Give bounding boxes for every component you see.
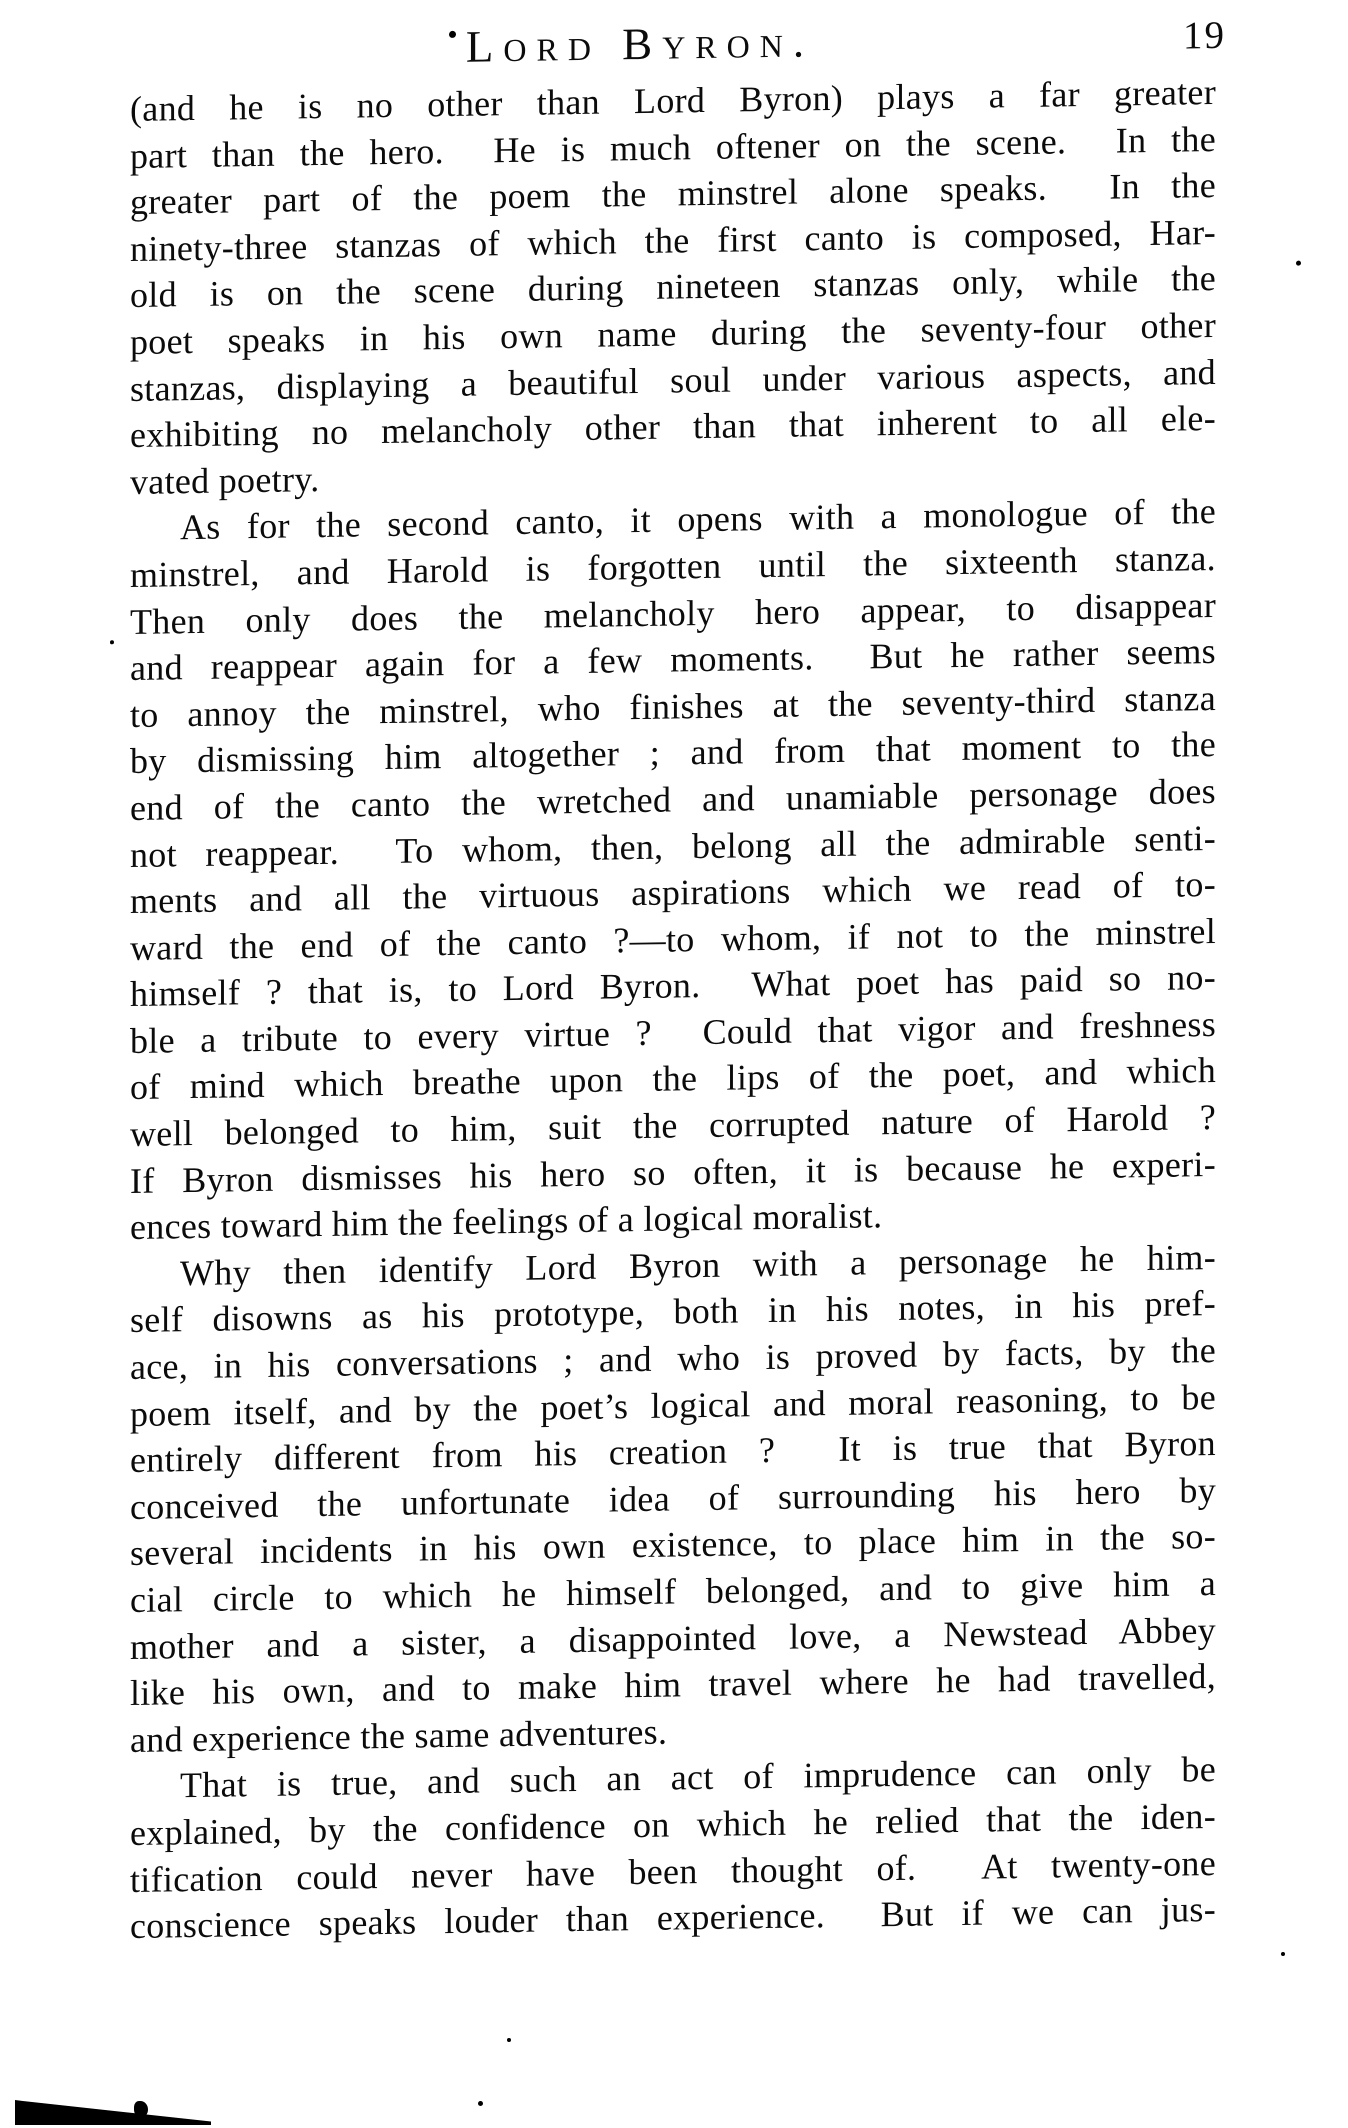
- text-line: himself ? that is, to Lord Byron. What poet has paid so no-: [130, 957, 1216, 1015]
- text-line: to annoy the minstrel, who finishes at the seventy-third stanza: [130, 677, 1216, 735]
- scan-ink-blob: [134, 2101, 148, 2117]
- text-line: ences toward him the feelings of a logical moralist.: [130, 1195, 883, 1248]
- text-line: conscience speaks louder than experience. But if we can jus-: [130, 1889, 1216, 1947]
- text-line: of mind which breathe upon the lips of the poet, and which: [130, 1050, 1216, 1108]
- text-line: ble a tribute to every virtue ? Could that vigor and freshness: [130, 1003, 1216, 1061]
- text-line: well belonged to him, suit the corrupted nature of Harold ?: [130, 1097, 1216, 1155]
- text-line: ace, in his conversations ; and who is proved by facts, by the: [130, 1329, 1216, 1388]
- paragraph: [130, 488, 1216, 1251]
- text-line: As for the second canto, it opens with a monologue of the: [180, 491, 1216, 548]
- scan-speck: [110, 640, 114, 644]
- text-line: mother and a sister, a disappointed love, a Newstead Abbey: [130, 1609, 1216, 1667]
- text-line: several incidents in his own existence, to place him in the so-: [130, 1516, 1216, 1574]
- scan-speck: [1296, 261, 1301, 266]
- text-line: Why then identify Lord Byron with a personage he him-: [180, 1236, 1216, 1294]
- scan-speck: [507, 2038, 511, 2042]
- text-line: (and he is no other than Lord Byron) plays a far greater: [130, 71, 1216, 129]
- text-line: That is true, and such an act of imprudence can only be: [180, 1749, 1216, 1806]
- text-line: cial circle to which he himself belonged, and to give him a: [130, 1562, 1216, 1620]
- text-line: tification could never have been thought of. At twenty-one: [130, 1842, 1216, 1900]
- text-line: ninety-three stanzas of which the first canto is composed, Har-: [130, 211, 1216, 269]
- text-line: part than the hero. He is much oftener on the scene. In the: [130, 118, 1216, 176]
- text-line: like his own, and to make him travel where he had travelled,: [130, 1656, 1216, 1714]
- text-line: stanzas, displaying a beautiful soul under various aspects, and: [130, 351, 1216, 409]
- paragraph: [130, 1746, 1216, 1949]
- text-line: self disowns as his prototype, both in his notes, in his pref-: [130, 1283, 1216, 1341]
- page-body: [130, 69, 1216, 1950]
- paragraph: [130, 69, 1216, 505]
- text-line: poet speaks in his own name during the seventy-four other: [130, 304, 1216, 362]
- text-line: conceived the unfortunate idea of surrounding his hero by: [130, 1469, 1216, 1527]
- text-line: exhibiting no melancholy other than that inherent to all ele-: [130, 398, 1216, 456]
- page-number: 19: [1183, 13, 1226, 58]
- text-line: Then only does the melancholy hero appear, to disappear: [130, 584, 1216, 642]
- text-line: end of the canto the wretched and unamiable personage does: [130, 770, 1216, 828]
- text-line: vated poetry.: [130, 458, 320, 502]
- text-line: minstrel, and Harold is forgotten until the sixteenth stanza.: [130, 537, 1216, 595]
- scan-speck: [1281, 1952, 1285, 1956]
- text-line: entirely different from his creation ? It is true that Byron: [130, 1423, 1216, 1481]
- text-line: If Byron dismisses his hero so often, it is because he experi-: [130, 1143, 1216, 1201]
- text-line: poem itself, and by the poet’s logical and moral reasoning, to be: [130, 1376, 1216, 1434]
- text-line: ward the end of the canto ?—to whom, if not to the minstrel: [130, 910, 1216, 968]
- text-line: by dismissing him altogether ; and from that moment to the: [130, 724, 1216, 782]
- text-line: ments and all the virtuous aspirations which we read of to-: [130, 864, 1216, 922]
- text-line: and experience the same adventures.: [130, 1711, 668, 1760]
- text-line: greater part of the poem the minstrel alone speaks. In the: [130, 165, 1216, 223]
- paragraph: [130, 1234, 1216, 1764]
- text-line: and reappear again for a few moments. But he rather seems: [130, 631, 1216, 689]
- running-header-title: Lord Byron.: [465, 16, 815, 72]
- text-line: not reappear. To whom, then, belong all the admirable senti-: [130, 817, 1216, 875]
- text-line: explained, by the confidence on which he relied that the iden-: [130, 1795, 1216, 1853]
- scan-speck: [478, 2101, 483, 2106]
- text-line: old is on the scene during nineteen stanzas only, while the: [130, 258, 1216, 316]
